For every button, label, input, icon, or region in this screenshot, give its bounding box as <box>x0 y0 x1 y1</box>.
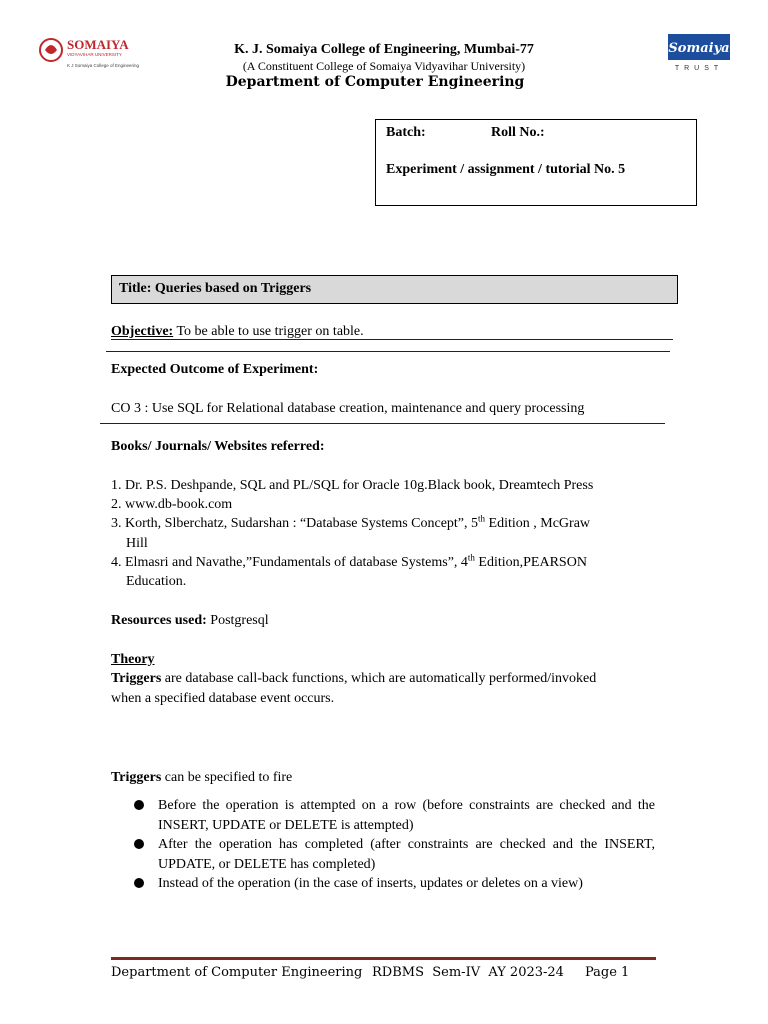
title-box <box>111 275 678 304</box>
triggers-fire-intro: Triggers can be specified to fire <box>111 770 293 785</box>
book-item: 3. Korth, Slberchatz, Sudarshan : “Database Systems Concept”, 5th Edition , McGraw <box>111 513 591 531</box>
roll-no-label: Roll No.: <box>491 125 545 140</box>
book-item-continued: Hill <box>126 536 148 551</box>
footer-course: RDBMS Sem-IV AY 2023-24 <box>372 965 564 980</box>
batch-label: Batch: <box>386 125 426 140</box>
logo-right-sub-text: TRUST <box>674 65 724 72</box>
book-item: 1. Dr. P.S. Deshpande, SQL and PL/SQL for Oracle 10g.Black book, Dreamtech Press <box>111 478 594 493</box>
bullet-text: Instead of the operation (in the case of inserts, updates or deletes on a view) <box>158 876 583 891</box>
divider-line <box>106 351 670 352</box>
theory-paragraph: Triggers are database call-back functions, which are automatically performed/invoked <box>111 671 597 686</box>
logo-left-caption-text: K J Somaiya College of Engineering <box>67 63 140 68</box>
batch-info-box <box>375 119 697 206</box>
college-subtitle: (A Constituent College of Somaiya Vidyavihar University) <box>242 59 526 73</box>
logo-left-main-text: SOMAIYA <box>67 37 129 52</box>
divider-line <box>100 423 665 424</box>
expected-outcome-text: CO 3 : Use SQL for Relational database creation, maintenance and query processing <box>111 401 585 416</box>
resources-used <box>111 613 269 629</box>
footer-department: Department of Computer Engineering <box>111 965 363 980</box>
bullet-text: After the operation has completed (after constraints are checked and the INSERT, UPDATE, or DELETE has completed) <box>158 837 655 872</box>
expected-outcome-label: Expected Outcome of Experiment: <box>111 362 319 377</box>
footer-rule <box>111 957 656 960</box>
resources-label: Resources used: <box>111 613 207 628</box>
bullet-icon <box>134 878 144 888</box>
department-heading: Department of Computer Engineering <box>225 74 525 90</box>
experiment-label: Experiment / assignment / tutorial No. 5 <box>386 162 626 177</box>
theory-paragraph-continued: when a specified database event occurs. <box>111 691 335 706</box>
book-item: 4. Elmasri and Navathe,”Fundamentals of database Systems”, 4th Edition,PEARSON <box>111 552 587 570</box>
objective-text: To be able to use trigger on table. <box>173 324 364 339</box>
objective <box>111 324 364 340</box>
theory-heading: Theory <box>111 652 155 667</box>
book-item: 2. www.db-book.com <box>111 497 233 512</box>
bullet-text: Before the operation is attempted on a row (before constraints are checked and the INSERT, UPDATE or DELETE is attempted) <box>158 798 655 833</box>
resources-text: Postgresql <box>206 613 269 628</box>
college-name: K. J. Somaiya College of Engineering, Mumbai-77 <box>234 42 534 57</box>
experiment-title: Title: Queries based on Triggers <box>119 281 312 296</box>
book-item-continued: Education. <box>126 574 187 589</box>
logo-left-sub-text: VIDYAVIHAR UNIVERSITY <box>67 52 122 57</box>
bullet-icon <box>134 839 144 849</box>
logo-right-main-text: Somaiya <box>668 41 730 56</box>
objective-label: Objective: <box>111 324 174 339</box>
footer-page-number: Page 1 <box>585 965 630 980</box>
bullet-icon <box>134 800 144 810</box>
divider-line <box>111 339 673 340</box>
books-label: Books/ Journals/ Websites referred: <box>111 439 325 454</box>
